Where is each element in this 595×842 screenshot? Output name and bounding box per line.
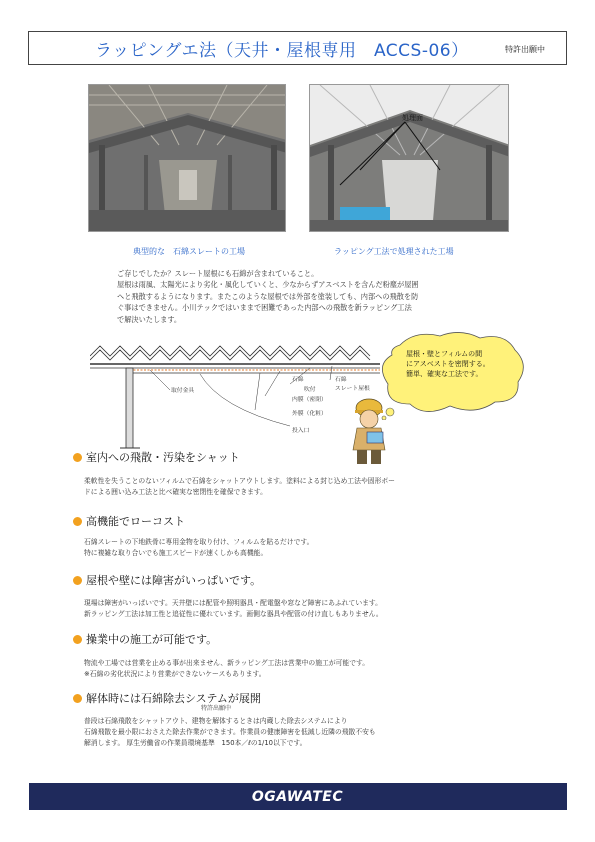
worker-mascot-illustration — [345, 398, 395, 466]
section-heading-text: 室内への飛散・汚染をシャット — [86, 451, 240, 464]
diagram-label-slate-roof: 石綿 スレート屋根 — [335, 377, 370, 392]
diagram-label-inlet: 投入口 — [292, 428, 310, 434]
patent-note: 特許出願中 — [505, 45, 545, 54]
orange-bullet-icon — [73, 576, 82, 585]
intro-line-4: ぐ事はできません。小川テックではいままで困難であった内部への飛散を新ラッピング工法 — [117, 303, 412, 312]
intro-line-3: へと飛散するようになります。またこのような屋根では外部を塗装しても、内部への飛散を防 — [117, 292, 419, 301]
section-3-line-1: 現場は障害がいっぱいです。天井壁には配管や照明器具・配電盤や窓など障害にあふれています。 — [84, 599, 382, 607]
diagram-label-mount: 取付金具 — [171, 388, 195, 394]
section-1-line-2: ドによる囲い込み工法と比べ確実な密閉性を確保できます。 — [84, 488, 267, 496]
diagram-label-spray: 吹付 — [304, 387, 316, 393]
section-heading-2 — [73, 513, 185, 529]
speech-line-3: 簡単、確実な工法です。 — [406, 370, 483, 378]
intro-line-1: ご存じでしたか？スレート屋根にも石綿が含まれていること。 — [117, 269, 319, 278]
orange-bullet-icon — [73, 517, 82, 526]
orange-bullet-icon — [73, 635, 82, 644]
section-4-line-2: ※石綿の劣化状況により営業ができないケースもあります。 — [84, 670, 266, 678]
section-heading-4 — [73, 631, 217, 647]
photo-caption-after: ラッピング工法で処理された工場 — [334, 247, 454, 256]
section-heading-text: 高機能でローコスト — [86, 515, 185, 528]
section-5-line-2: 石綿飛散を最小限におさえた除去作業ができます。作業員の健康障害を低減し近隣の飛散不安も — [84, 728, 376, 736]
section-5-line-3: 解消します。 厚生労働省の作業員環境基準 150本／ℓの1/10以下です。 — [84, 739, 307, 747]
section-heading-text: 操業中の施工が可能です。 — [86, 633, 218, 646]
section-heading-text: 解体時には石綿除去システムが展開 — [86, 692, 261, 705]
section-heading-1 — [73, 449, 240, 465]
factory-photo-after — [309, 84, 509, 232]
speech-line-2: にアスベストを密閉する。 — [406, 360, 490, 368]
section-5-line-1: 普段は石綿飛散をシャットアウト、建物を解体するときは内蔵した除去システムにより — [84, 717, 348, 725]
section-4-line-1: 物流や工場では営業を止める事が出来ません、新ラッピング工法は営業中の施工が可能です。 — [84, 659, 370, 667]
section-2-line-2: 特に複雑な取り合いでも施工スピードが速くしかも高機能。 — [84, 549, 268, 557]
photo-caption-before: 典型的な 石綿スレートの工場 — [133, 247, 245, 256]
section-heading-3 — [73, 572, 261, 588]
speech-line-1: 屋根・壁とフィルムの間 — [406, 350, 483, 358]
diagram-label-asbestos: 石綿 — [292, 377, 304, 383]
factory-photo-before — [88, 84, 286, 232]
section-heading-text: 屋根や壁には障害がいっぱいです。 — [86, 574, 262, 587]
orange-bullet-icon — [73, 453, 82, 462]
section-3-line-2: 新ラッピング工法は加工性と追従性に優れています。画側な器具や配管の付け直しもありません。 — [84, 610, 383, 618]
section-1-line-1: 柔軟性を失うことのないフィルムで石綿をシャットアウトします。塗料による封じ込め工法や固形ボー — [84, 477, 395, 485]
page-title: ラッピングエ法（天井・屋根専用 ACCS-06） — [95, 41, 469, 61]
speech-bubble-text — [406, 349, 490, 379]
company-logo-text: OGAWATEC — [251, 789, 344, 805]
section-2-line-1: 石綿スレートの下地鉄骨に専用金物を取り付け、フィルムを貼るだけです。 — [84, 538, 314, 546]
intro-line-5: で解決いたします。 — [117, 315, 182, 324]
diagram-label-inner-film: 内膜（密閉） — [292, 397, 327, 403]
diagram-label-outer-film: 外膜（化粧） — [292, 411, 327, 417]
intro-line-2: 屋根は雨風、太陽光により劣化・風化していくと、少なからずアスベストを含んだ粉塵が屋囲 — [117, 280, 419, 289]
section-5-patent-note: 特許出願中 — [201, 705, 232, 712]
orange-bullet-icon — [73, 694, 82, 703]
treated-surface-label: 処理面 — [402, 114, 423, 122]
section-heading-5 — [73, 690, 261, 706]
